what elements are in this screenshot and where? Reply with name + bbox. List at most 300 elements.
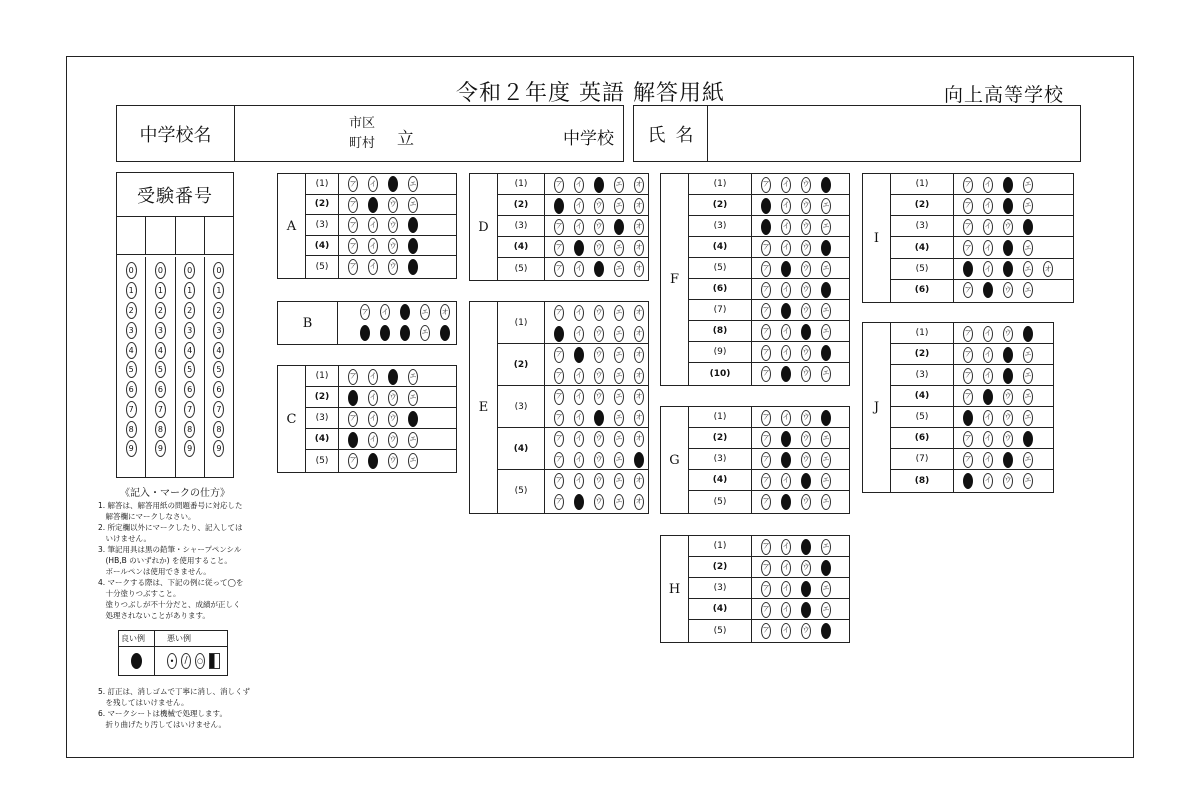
- choice-bubble[interactable]: イ: [781, 602, 791, 618]
- choice-bubble[interactable]: イ: [781, 410, 791, 426]
- name-field[interactable]: [633, 105, 1081, 162]
- exam-digit-bubble[interactable]: 1: [213, 282, 224, 299]
- choice-bubble[interactable]: エ: [614, 431, 624, 447]
- exam-digit-bubble[interactable]: 7: [155, 401, 166, 418]
- choice-bubble[interactable]: エ: [614, 177, 624, 193]
- choice-bubble[interactable]: ウ: [388, 453, 398, 469]
- choice-bubble[interactable]: ウ: [594, 431, 604, 447]
- choice-bubble[interactable]: オ: [634, 198, 644, 214]
- choice-bubble[interactable]: ア: [761, 177, 771, 193]
- choice-bubble[interactable]: [408, 217, 418, 233]
- choice-bubble[interactable]: ウ: [801, 240, 811, 256]
- choice-bubble[interactable]: ウ: [801, 410, 811, 426]
- choice-bubble[interactable]: [594, 177, 604, 193]
- choice-bubble[interactable]: ウ: [801, 494, 811, 510]
- choice-bubble[interactable]: オ: [634, 473, 644, 489]
- choice-bubble[interactable]: オ: [440, 304, 450, 320]
- choice-bubble[interactable]: イ: [574, 261, 584, 277]
- choice-bubble[interactable]: オ: [634, 494, 644, 510]
- choice-bubble[interactable]: [1023, 219, 1033, 235]
- choice-bubble[interactable]: イ: [380, 304, 390, 320]
- choice-bubble[interactable]: ア: [963, 198, 973, 214]
- choice-bubble[interactable]: ウ: [1003, 431, 1013, 447]
- choice-bubble[interactable]: エ: [1023, 177, 1033, 193]
- choice-bubble[interactable]: イ: [574, 219, 584, 235]
- choice-bubble[interactable]: [408, 411, 418, 427]
- choice-bubble[interactable]: エ: [1023, 347, 1033, 363]
- exam-digit-bubble[interactable]: 3: [213, 322, 224, 339]
- choice-bubble[interactable]: オ: [634, 410, 644, 426]
- choice-bubble[interactable]: ア: [963, 177, 973, 193]
- choice-bubble[interactable]: [801, 539, 811, 555]
- exam-digit-bubble[interactable]: 0: [126, 262, 137, 279]
- exam-digit-bubble[interactable]: 8: [184, 421, 195, 438]
- choice-bubble[interactable]: ア: [360, 304, 370, 320]
- choice-bubble[interactable]: エ: [614, 368, 624, 384]
- choice-bubble[interactable]: イ: [368, 238, 378, 254]
- choice-bubble[interactable]: イ: [368, 259, 378, 275]
- choice-bubble[interactable]: エ: [408, 453, 418, 469]
- choice-bubble[interactable]: ア: [963, 452, 973, 468]
- choice-bubble[interactable]: イ: [574, 368, 584, 384]
- choice-bubble[interactable]: ア: [761, 539, 771, 555]
- choice-bubble[interactable]: エ: [821, 473, 831, 489]
- choice-bubble[interactable]: [1003, 177, 1013, 193]
- exam-digit-bubble[interactable]: 1: [126, 282, 137, 299]
- choice-bubble[interactable]: イ: [983, 368, 993, 384]
- exam-digit-bubble[interactable]: 3: [184, 322, 195, 339]
- choice-bubble[interactable]: ア: [761, 410, 771, 426]
- choice-bubble[interactable]: ア: [348, 197, 358, 213]
- choice-bubble[interactable]: ウ: [594, 219, 604, 235]
- choice-bubble[interactable]: イ: [781, 623, 791, 639]
- choice-bubble[interactable]: ア: [554, 431, 564, 447]
- exam-digit-bubble[interactable]: 0: [213, 262, 224, 279]
- choice-bubble[interactable]: ア: [348, 217, 358, 233]
- exam-digit-bubble[interactable]: 8: [126, 421, 137, 438]
- choice-bubble[interactable]: エ: [614, 410, 624, 426]
- choice-bubble[interactable]: ア: [963, 347, 973, 363]
- exam-digit-bubble[interactable]: 1: [155, 282, 166, 299]
- choice-bubble[interactable]: [821, 560, 831, 576]
- choice-bubble[interactable]: エ: [821, 366, 831, 382]
- choice-bubble[interactable]: イ: [574, 389, 584, 405]
- choice-bubble[interactable]: オ: [634, 261, 644, 277]
- choice-bubble[interactable]: ア: [761, 324, 771, 340]
- choice-bubble[interactable]: ア: [761, 473, 771, 489]
- choice-bubble[interactable]: エ: [614, 452, 624, 468]
- exam-digit-bubble[interactable]: 6: [155, 381, 166, 398]
- choice-bubble[interactable]: エ: [614, 494, 624, 510]
- choice-bubble[interactable]: ア: [554, 261, 564, 277]
- choice-bubble[interactable]: イ: [781, 473, 791, 489]
- choice-bubble[interactable]: ア: [348, 453, 358, 469]
- choice-bubble[interactable]: エ: [821, 431, 831, 447]
- exam-digit-bubble[interactable]: 2: [155, 302, 166, 319]
- choice-bubble[interactable]: エ: [1023, 452, 1033, 468]
- choice-bubble[interactable]: エ: [408, 390, 418, 406]
- exam-digit-bubble[interactable]: 6: [126, 381, 137, 398]
- choice-bubble[interactable]: イ: [368, 411, 378, 427]
- choice-bubble[interactable]: [1003, 452, 1013, 468]
- choice-bubble[interactable]: ウ: [388, 432, 398, 448]
- choice-bubble[interactable]: ア: [761, 282, 771, 298]
- choice-bubble[interactable]: エ: [614, 261, 624, 277]
- choice-bubble[interactable]: ウ: [1003, 219, 1013, 235]
- choice-bubble[interactable]: [554, 198, 564, 214]
- choice-bubble[interactable]: ウ: [801, 431, 811, 447]
- choice-bubble[interactable]: イ: [781, 324, 791, 340]
- exam-digit-bubble[interactable]: 3: [126, 322, 137, 339]
- choice-bubble[interactable]: [388, 176, 398, 192]
- choice-bubble[interactable]: エ: [1023, 261, 1033, 277]
- choice-bubble[interactable]: [781, 303, 791, 319]
- choice-bubble[interactable]: ア: [348, 238, 358, 254]
- choice-bubble[interactable]: ア: [761, 303, 771, 319]
- choice-bubble[interactable]: ア: [554, 410, 564, 426]
- choice-bubble[interactable]: [761, 219, 771, 235]
- choice-bubble[interactable]: ウ: [594, 389, 604, 405]
- choice-bubble[interactable]: ア: [963, 389, 973, 405]
- exam-digit-bubble[interactable]: 9: [213, 440, 224, 457]
- choice-bubble[interactable]: [1003, 240, 1013, 256]
- choice-bubble[interactable]: ア: [554, 473, 564, 489]
- choice-bubble[interactable]: イ: [983, 410, 993, 426]
- choice-bubble[interactable]: [360, 325, 370, 341]
- choice-bubble[interactable]: ア: [761, 345, 771, 361]
- choice-bubble[interactable]: エ: [614, 347, 624, 363]
- choice-bubble[interactable]: ウ: [801, 366, 811, 382]
- choice-bubble[interactable]: [1003, 368, 1013, 384]
- choice-bubble[interactable]: [1003, 347, 1013, 363]
- choice-bubble[interactable]: エ: [408, 197, 418, 213]
- exam-digit-bubble[interactable]: 6: [213, 381, 224, 398]
- exam-digit-bubble[interactable]: 9: [184, 440, 195, 457]
- choice-bubble[interactable]: [574, 240, 584, 256]
- exam-digit-bubble[interactable]: 5: [126, 361, 137, 378]
- choice-bubble[interactable]: ア: [554, 368, 564, 384]
- choice-bubble[interactable]: [408, 238, 418, 254]
- choice-bubble[interactable]: エ: [614, 240, 624, 256]
- choice-bubble[interactable]: [574, 347, 584, 363]
- choice-bubble[interactable]: ウ: [594, 326, 604, 342]
- choice-bubble[interactable]: [408, 259, 418, 275]
- choice-bubble[interactable]: [1003, 261, 1013, 277]
- choice-bubble[interactable]: [574, 494, 584, 510]
- choice-bubble[interactable]: オ: [634, 177, 644, 193]
- choice-bubble[interactable]: [614, 219, 624, 235]
- choice-bubble[interactable]: イ: [983, 452, 993, 468]
- choice-bubble[interactable]: ウ: [388, 197, 398, 213]
- choice-bubble[interactable]: ア: [554, 219, 564, 235]
- choice-bubble[interactable]: [781, 452, 791, 468]
- choice-bubble[interactable]: ア: [761, 623, 771, 639]
- choice-bubble[interactable]: ア: [348, 259, 358, 275]
- choice-bubble[interactable]: エ: [821, 452, 831, 468]
- choice-bubble[interactable]: ウ: [1003, 326, 1013, 342]
- choice-bubble[interactable]: イ: [368, 369, 378, 385]
- choice-bubble[interactable]: ア: [348, 369, 358, 385]
- exam-digit-bubble[interactable]: 5: [184, 361, 195, 378]
- choice-bubble[interactable]: オ: [634, 347, 644, 363]
- choice-bubble[interactable]: [400, 325, 410, 341]
- choice-bubble[interactable]: イ: [574, 326, 584, 342]
- choice-bubble[interactable]: ア: [554, 177, 564, 193]
- choice-bubble[interactable]: ア: [761, 366, 771, 382]
- choice-bubble[interactable]: イ: [368, 432, 378, 448]
- choice-bubble[interactable]: イ: [781, 539, 791, 555]
- choice-bubble[interactable]: [781, 431, 791, 447]
- choice-bubble[interactable]: [781, 366, 791, 382]
- choice-bubble[interactable]: ウ: [594, 240, 604, 256]
- choice-bubble[interactable]: エ: [614, 198, 624, 214]
- choice-bubble[interactable]: イ: [983, 219, 993, 235]
- choice-bubble[interactable]: イ: [781, 282, 791, 298]
- choice-bubble[interactable]: オ: [634, 326, 644, 342]
- choice-bubble[interactable]: イ: [983, 177, 993, 193]
- exam-digit-bubble[interactable]: 6: [184, 381, 195, 398]
- choice-bubble[interactable]: ウ: [801, 452, 811, 468]
- choice-bubble[interactable]: [781, 261, 791, 277]
- choice-bubble[interactable]: [1023, 326, 1033, 342]
- choice-bubble[interactable]: ウ: [1003, 473, 1013, 489]
- choice-bubble[interactable]: [821, 282, 831, 298]
- exam-digit-bubble[interactable]: 8: [155, 421, 166, 438]
- choice-bubble[interactable]: ウ: [594, 452, 604, 468]
- choice-bubble[interactable]: エ: [821, 581, 831, 597]
- choice-bubble[interactable]: ア: [963, 326, 973, 342]
- choice-bubble[interactable]: エ: [420, 304, 430, 320]
- choice-bubble[interactable]: ウ: [594, 368, 604, 384]
- choice-bubble[interactable]: ウ: [1003, 410, 1013, 426]
- choice-bubble[interactable]: [554, 326, 564, 342]
- choice-bubble[interactable]: イ: [781, 581, 791, 597]
- choice-bubble[interactable]: [821, 240, 831, 256]
- choice-bubble[interactable]: ウ: [801, 345, 811, 361]
- choice-bubble[interactable]: [1003, 198, 1013, 214]
- choice-bubble[interactable]: ウ: [801, 282, 811, 298]
- choice-bubble[interactable]: エ: [1023, 410, 1033, 426]
- exam-digit-bubble[interactable]: 7: [126, 401, 137, 418]
- choice-bubble[interactable]: イ: [574, 305, 584, 321]
- choice-bubble[interactable]: ウ: [801, 623, 811, 639]
- exam-digit-bubble[interactable]: 3: [155, 322, 166, 339]
- exam-digit-bubble[interactable]: 9: [126, 440, 137, 457]
- choice-bubble[interactable]: エ: [1023, 240, 1033, 256]
- choice-bubble[interactable]: イ: [574, 177, 584, 193]
- choice-bubble[interactable]: ウ: [1003, 389, 1013, 405]
- choice-bubble[interactable]: ア: [761, 560, 771, 576]
- choice-bubble[interactable]: [821, 623, 831, 639]
- choice-bubble[interactable]: エ: [821, 494, 831, 510]
- choice-bubble[interactable]: ア: [761, 240, 771, 256]
- choice-bubble[interactable]: ア: [554, 452, 564, 468]
- choice-bubble[interactable]: [368, 453, 378, 469]
- choice-bubble[interactable]: ア: [554, 494, 564, 510]
- choice-bubble[interactable]: [801, 602, 811, 618]
- choice-bubble[interactable]: イ: [983, 347, 993, 363]
- exam-digit-bubble[interactable]: 8: [213, 421, 224, 438]
- choice-bubble[interactable]: イ: [983, 198, 993, 214]
- choice-bubble[interactable]: [821, 345, 831, 361]
- choice-bubble[interactable]: ウ: [594, 198, 604, 214]
- choice-bubble[interactable]: ア: [761, 602, 771, 618]
- choice-bubble[interactable]: [821, 410, 831, 426]
- choice-bubble[interactable]: [368, 197, 378, 213]
- choice-bubble[interactable]: ア: [963, 282, 973, 298]
- choice-bubble[interactable]: ウ: [801, 177, 811, 193]
- choice-bubble[interactable]: ウ: [388, 259, 398, 275]
- choice-bubble[interactable]: ウ: [801, 303, 811, 319]
- choice-bubble[interactable]: イ: [574, 198, 584, 214]
- choice-bubble[interactable]: ウ: [594, 347, 604, 363]
- choice-bubble[interactable]: エ: [614, 326, 624, 342]
- choice-bubble[interactable]: エ: [614, 473, 624, 489]
- choice-bubble[interactable]: オ: [634, 431, 644, 447]
- choice-bubble[interactable]: オ: [634, 240, 644, 256]
- choice-bubble[interactable]: [761, 198, 771, 214]
- choice-bubble[interactable]: エ: [614, 305, 624, 321]
- choice-bubble[interactable]: ウ: [801, 198, 811, 214]
- exam-digit-bubble[interactable]: 7: [213, 401, 224, 418]
- choice-bubble[interactable]: エ: [821, 324, 831, 340]
- choice-bubble[interactable]: エ: [1023, 282, 1033, 298]
- choice-bubble[interactable]: ア: [761, 261, 771, 277]
- choice-bubble[interactable]: イ: [368, 176, 378, 192]
- choice-bubble[interactable]: [963, 473, 973, 489]
- choice-bubble[interactable]: [801, 324, 811, 340]
- junior-high-field[interactable]: [116, 105, 624, 162]
- exam-digit-bubble[interactable]: 4: [213, 342, 224, 359]
- choice-bubble[interactable]: ウ: [801, 219, 811, 235]
- choice-bubble[interactable]: [380, 325, 390, 341]
- choice-bubble[interactable]: エ: [1023, 473, 1033, 489]
- choice-bubble[interactable]: イ: [983, 240, 993, 256]
- choice-bubble[interactable]: ウ: [1003, 282, 1013, 298]
- choice-bubble[interactable]: エ: [1023, 368, 1033, 384]
- choice-bubble[interactable]: [634, 452, 644, 468]
- choice-bubble[interactable]: ア: [348, 411, 358, 427]
- choice-bubble[interactable]: イ: [781, 560, 791, 576]
- choice-bubble[interactable]: オ: [634, 389, 644, 405]
- choice-bubble[interactable]: エ: [408, 432, 418, 448]
- choice-bubble[interactable]: ア: [554, 347, 564, 363]
- choice-bubble[interactable]: エ: [1023, 198, 1033, 214]
- exam-digit-bubble[interactable]: 2: [184, 302, 195, 319]
- choice-bubble[interactable]: ア: [963, 368, 973, 384]
- choice-bubble[interactable]: ア: [761, 452, 771, 468]
- choice-bubble[interactable]: イ: [368, 217, 378, 233]
- choice-bubble[interactable]: エ: [821, 539, 831, 555]
- choice-bubble[interactable]: [440, 325, 450, 341]
- choice-bubble[interactable]: [781, 494, 791, 510]
- choice-bubble[interactable]: [594, 410, 604, 426]
- choice-bubble[interactable]: イ: [368, 390, 378, 406]
- choice-bubble[interactable]: [963, 410, 973, 426]
- choice-bubble[interactable]: ア: [348, 176, 358, 192]
- choice-bubble[interactable]: ウ: [801, 560, 811, 576]
- choice-bubble[interactable]: イ: [781, 345, 791, 361]
- choice-bubble[interactable]: ウ: [594, 494, 604, 510]
- exam-number-write-row[interactable]: [117, 217, 233, 255]
- choice-bubble[interactable]: ウ: [801, 261, 811, 277]
- choice-bubble[interactable]: [348, 390, 358, 406]
- choice-bubble[interactable]: イ: [574, 452, 584, 468]
- choice-bubble[interactable]: イ: [781, 177, 791, 193]
- choice-bubble[interactable]: [983, 389, 993, 405]
- choice-bubble[interactable]: [388, 369, 398, 385]
- exam-digit-bubble[interactable]: 4: [126, 342, 137, 359]
- choice-bubble[interactable]: ア: [761, 581, 771, 597]
- choice-bubble[interactable]: イ: [781, 198, 791, 214]
- choice-bubble[interactable]: ア: [761, 494, 771, 510]
- choice-bubble[interactable]: ウ: [388, 238, 398, 254]
- choice-bubble[interactable]: [963, 261, 973, 277]
- choice-bubble[interactable]: イ: [983, 326, 993, 342]
- choice-bubble[interactable]: イ: [574, 410, 584, 426]
- choice-bubble[interactable]: ア: [963, 219, 973, 235]
- exam-digit-bubble[interactable]: 5: [213, 361, 224, 378]
- exam-digit-bubble[interactable]: 7: [184, 401, 195, 418]
- choice-bubble[interactable]: イ: [574, 431, 584, 447]
- choice-bubble[interactable]: ア: [963, 240, 973, 256]
- exam-digit-bubble[interactable]: 2: [126, 302, 137, 319]
- choice-bubble[interactable]: イ: [574, 473, 584, 489]
- choice-bubble[interactable]: ウ: [388, 411, 398, 427]
- choice-bubble[interactable]: エ: [821, 219, 831, 235]
- choice-bubble[interactable]: エ: [408, 176, 418, 192]
- choice-bubble[interactable]: [821, 177, 831, 193]
- choice-bubble[interactable]: ウ: [388, 217, 398, 233]
- choice-bubble[interactable]: [801, 473, 811, 489]
- exam-digit-bubble[interactable]: 9: [155, 440, 166, 457]
- choice-bubble[interactable]: ア: [963, 431, 973, 447]
- exam-digit-bubble[interactable]: 4: [184, 342, 195, 359]
- choice-bubble[interactable]: エ: [1023, 389, 1033, 405]
- choice-bubble[interactable]: [400, 304, 410, 320]
- exam-digit-bubble[interactable]: 5: [155, 361, 166, 378]
- choice-bubble[interactable]: ア: [554, 389, 564, 405]
- choice-bubble[interactable]: [594, 261, 604, 277]
- exam-digit-bubble[interactable]: 0: [155, 262, 166, 279]
- exam-digit-bubble[interactable]: 2: [213, 302, 224, 319]
- choice-bubble[interactable]: イ: [781, 240, 791, 256]
- choice-bubble[interactable]: イ: [983, 473, 993, 489]
- choice-bubble[interactable]: ア: [554, 240, 564, 256]
- choice-bubble[interactable]: ウ: [388, 390, 398, 406]
- choice-bubble[interactable]: エ: [821, 602, 831, 618]
- choice-bubble[interactable]: ア: [554, 305, 564, 321]
- choice-bubble[interactable]: エ: [821, 261, 831, 277]
- choice-bubble[interactable]: オ: [634, 305, 644, 321]
- choice-bubble[interactable]: [801, 581, 811, 597]
- choice-bubble[interactable]: [1023, 431, 1033, 447]
- choice-bubble[interactable]: ウ: [594, 305, 604, 321]
- choice-bubble[interactable]: エ: [821, 303, 831, 319]
- choice-bubble[interactable]: オ: [634, 368, 644, 384]
- choice-bubble[interactable]: エ: [408, 369, 418, 385]
- choice-bubble[interactable]: オ: [1043, 261, 1053, 277]
- choice-bubble[interactable]: エ: [420, 325, 430, 341]
- exam-digit-bubble[interactable]: 1: [184, 282, 195, 299]
- choice-bubble[interactable]: ア: [761, 431, 771, 447]
- choice-bubble[interactable]: エ: [821, 198, 831, 214]
- choice-bubble[interactable]: エ: [614, 389, 624, 405]
- choice-bubble[interactable]: [983, 282, 993, 298]
- choice-bubble[interactable]: オ: [634, 219, 644, 235]
- exam-digit-bubble[interactable]: 4: [155, 342, 166, 359]
- choice-bubble[interactable]: イ: [983, 261, 993, 277]
